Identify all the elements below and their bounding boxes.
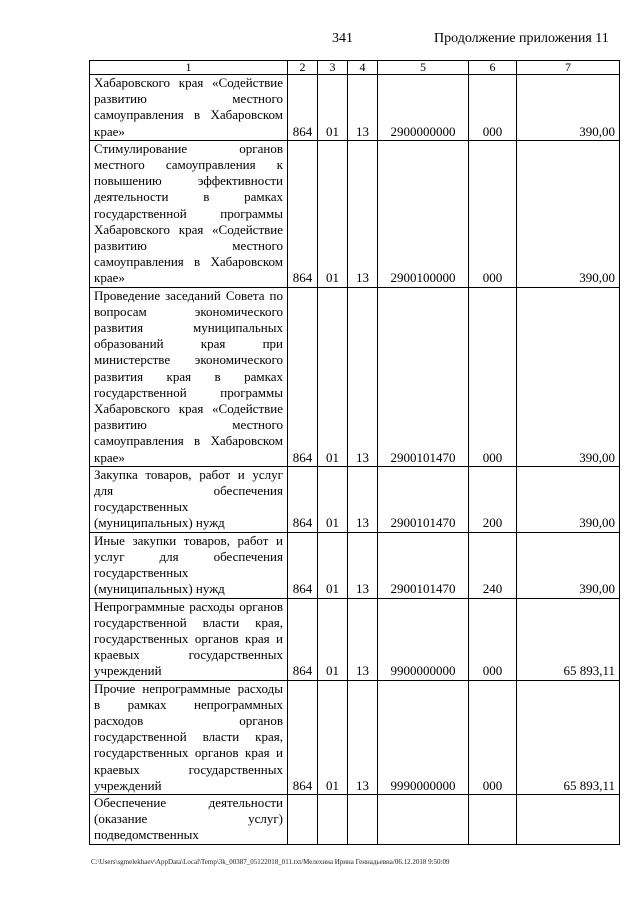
row-name: Прочие непрограммные расходы в рамках непрограммных расходов органов государственной власти края, государственных органов края и краевых государственных учреждений xyxy=(90,680,288,794)
cell-ministry-code: 864 xyxy=(288,532,318,598)
cell-expense-type: 000 xyxy=(469,140,517,287)
cell-ministry-code xyxy=(288,794,318,844)
cell-subsection: 13 xyxy=(348,532,378,598)
footer-file-path: C:\Users\sgmelekhaev\AppData\Local\Temp\3k_00387_05122018_011.txt/Мелехина Ирина Геннадьевна/06.12.2018 9:50:09 xyxy=(91,858,450,866)
cell-target-article: 2900101470 xyxy=(378,532,469,598)
cell-amount: 65 893,11 xyxy=(517,598,620,680)
cell-ministry-code: 864 xyxy=(288,75,318,141)
cell-subsection: 13 xyxy=(348,680,378,794)
cell-section: 01 xyxy=(318,287,348,466)
cell-amount: 65 893,11 xyxy=(517,680,620,794)
column-header-7: 7 xyxy=(517,61,620,75)
page-number: 341 xyxy=(332,31,353,46)
cell-target-article: 2900000000 xyxy=(378,75,469,141)
table-row xyxy=(90,466,620,532)
cell-section xyxy=(318,794,348,844)
cell-section: 01 xyxy=(318,466,348,532)
cell-subsection: 13 xyxy=(348,287,378,466)
cell-target-article: 2900101470 xyxy=(378,466,469,532)
cell-section: 01 xyxy=(318,140,348,287)
cell-subsection xyxy=(348,794,378,844)
cell-amount: 390,00 xyxy=(517,466,620,532)
table-row xyxy=(90,680,620,794)
cell-target-article: 9900000000 xyxy=(378,598,469,680)
cell-ministry-code: 864 xyxy=(288,287,318,466)
budget-table xyxy=(89,60,620,845)
column-header-4: 4 xyxy=(348,61,378,75)
table-row xyxy=(90,598,620,680)
cell-amount: 390,00 xyxy=(517,140,620,287)
cell-amount: 390,00 xyxy=(517,287,620,466)
cell-subsection: 13 xyxy=(348,140,378,287)
cell-subsection: 13 xyxy=(348,466,378,532)
column-header-2: 2 xyxy=(288,61,318,75)
cell-ministry-code: 864 xyxy=(288,598,318,680)
column-header-6: 6 xyxy=(469,61,517,75)
cell-ministry-code: 864 xyxy=(288,466,318,532)
cell-subsection: 13 xyxy=(348,75,378,141)
cell-target-article: 2900101470 xyxy=(378,287,469,466)
cell-expense-type: 000 xyxy=(469,680,517,794)
column-header-5: 5 xyxy=(378,61,469,75)
cell-expense-type: 000 xyxy=(469,598,517,680)
cell-amount: 390,00 xyxy=(517,532,620,598)
row-name: Проведение заседаний Совета по вопросам экономического развития муниципальных образований края при министерстве экономического развития края в рамках государственной программы Хабаровского края «Содействие развитию местного самоуправления в Хабаровском крае» xyxy=(90,287,288,466)
table-row xyxy=(90,287,620,466)
row-name: Закупка товаров, работ и услуг для обеспечения государственных (муниципальных) нужд xyxy=(90,466,288,532)
cell-section: 01 xyxy=(318,680,348,794)
cell-subsection: 13 xyxy=(348,598,378,680)
cell-target-article: 2900100000 xyxy=(378,140,469,287)
cell-amount xyxy=(517,794,620,844)
cell-section: 01 xyxy=(318,598,348,680)
cell-section: 01 xyxy=(318,75,348,141)
appendix-label: Продолжение приложения 11 xyxy=(434,31,609,46)
row-name: Непрограммные расходы органов государственной власти края, государственных органов края и краевых государственных учреждений xyxy=(90,598,288,680)
table-row xyxy=(90,532,620,598)
row-name: Обеспечение деятельности (оказание услуг) подведомственных xyxy=(90,794,288,844)
cell-amount: 390,00 xyxy=(517,75,620,141)
column-header-3: 3 xyxy=(318,61,348,75)
cell-expense-type: 000 xyxy=(469,287,517,466)
row-name: Иные закупки товаров, работ и услуг для обеспечения государственных (муниципальных) нужд xyxy=(90,532,288,598)
cell-expense-type: 000 xyxy=(469,75,517,141)
column-header-1: 1 xyxy=(90,61,288,75)
cell-target-article xyxy=(378,794,469,844)
cell-section: 01 xyxy=(318,532,348,598)
cell-expense-type: 200 xyxy=(469,466,517,532)
table-row xyxy=(90,75,620,141)
cell-ministry-code: 864 xyxy=(288,140,318,287)
table-header-row xyxy=(90,61,620,75)
table-row xyxy=(90,794,620,844)
cell-target-article: 9990000000 xyxy=(378,680,469,794)
cell-expense-type xyxy=(469,794,517,844)
cell-expense-type: 240 xyxy=(469,532,517,598)
row-name: Хабаровского края «Содействие развитию местного самоуправления в Хабаровском крае» xyxy=(90,75,288,141)
table-row xyxy=(90,140,620,287)
cell-ministry-code: 864 xyxy=(288,680,318,794)
row-name: Стимулирование органов местного самоуправления к повышению эффективности деятельности в рамках государственной программы Хабаровского края «Содействие развитию местного самоуправления в Хабаровском крае» xyxy=(90,140,288,287)
